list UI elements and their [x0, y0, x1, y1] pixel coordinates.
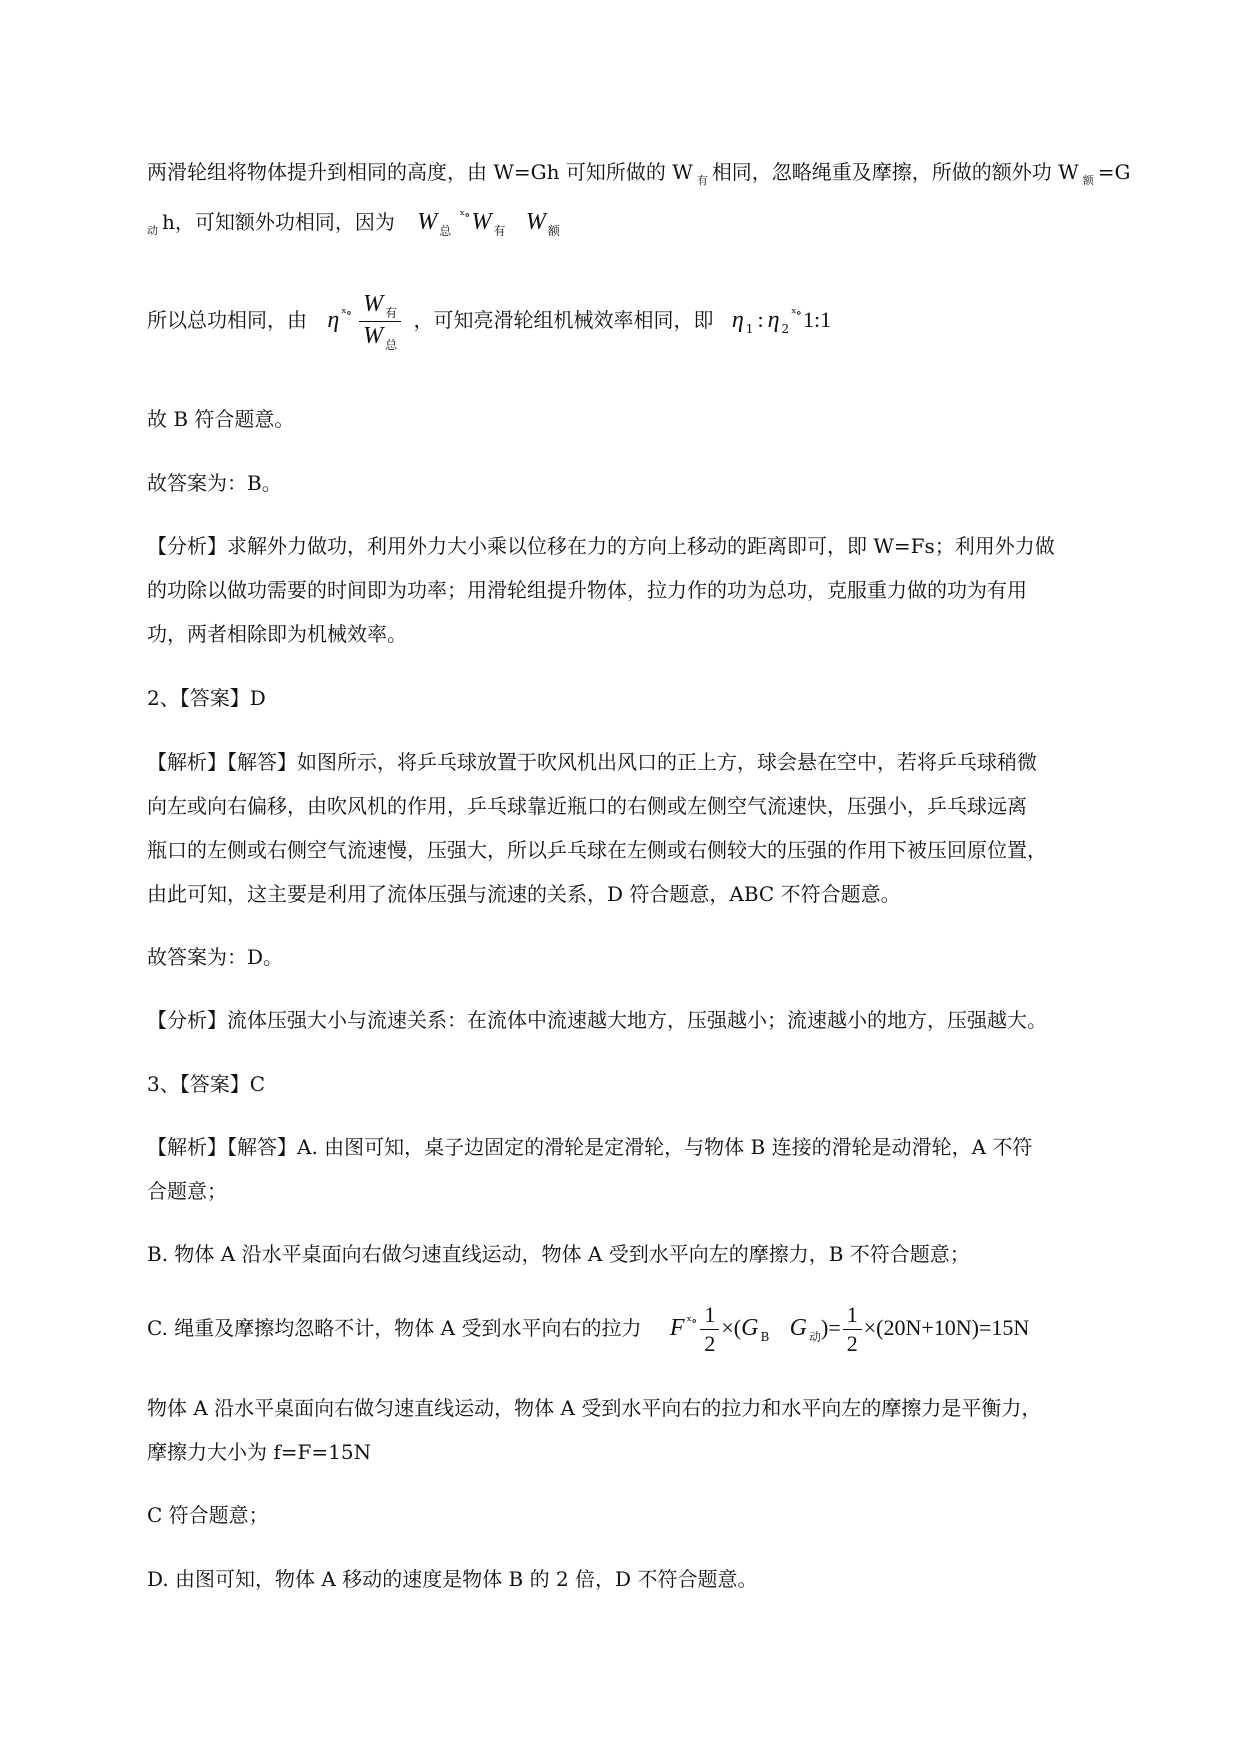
- numerator: 1: [700, 1301, 719, 1330]
- subscript: B: [760, 1330, 770, 1344]
- formula-w-useful: W: [471, 209, 492, 235]
- formula-w-extra: W: [525, 209, 546, 235]
- formula-symbol: ˣ∘: [686, 1314, 697, 1329]
- solution-2-line-1: 【解析】【解答】如图所示，将乒乓球放置于吹风机出风口的正上方，球会悬在空中，若将乒乓球稍微: [147, 750, 1037, 774]
- subscript: 动: [809, 1330, 822, 1344]
- analysis-2: 【分析】流体压强大小与流速关系：在流体中流速越大地方，压强越小；流速越小的地方，压强越大。: [147, 1008, 1047, 1032]
- formula-g-dong: G: [789, 1315, 807, 1341]
- solution-2-line-2: 向左或向右偏移，由吹风机的作用，乒乓球靠近瓶口的右侧或左侧空气流速快，压强小，乒乓球远离: [147, 794, 1027, 818]
- analysis-1-line-1: 【分析】求解外力做功，利用外力大小乘以位移在力的方向上移动的距离即可，即 W=Fs；利用外力做: [147, 534, 1055, 558]
- paragraph-1-line-1: [147, 158, 1130, 190]
- subscript: 2: [781, 322, 790, 336]
- text: =G: [1097, 160, 1131, 184]
- solution-3-option-b: B. 物体 A 沿水平桌面向右做匀速直线运动，物体 A 受到水平向左的摩擦力，B 不符合题意；: [147, 1242, 970, 1266]
- analysis-1-line-3: 功，两者相除即为机械效率。: [147, 622, 407, 646]
- operator: ×(: [721, 1315, 742, 1340]
- answer-2-heading: 2、【答案】D: [147, 686, 266, 710]
- formula-eta: η: [327, 307, 340, 333]
- fraction-half: [700, 1301, 719, 1358]
- subscript: 总: [385, 338, 398, 352]
- subscript: 额: [1082, 174, 1094, 187]
- subscript: 有: [385, 306, 398, 320]
- fraction-half-2: [843, 1301, 862, 1358]
- numerator: 1: [843, 1301, 862, 1330]
- subscript: 有: [493, 224, 506, 238]
- text: 相同，忽略绳重及摩擦，所做的额外功 W: [711, 160, 1079, 184]
- solution-2-line-3: 瓶口的左侧或右侧空气流速慢，压强大，所以乒乓球在左侧或右侧较大的压强的作用下被压回原位置，: [147, 838, 1047, 862]
- formula-symbol: ˣ∘: [459, 208, 470, 223]
- subscript: 额: [547, 224, 560, 238]
- formula-eta1: η: [731, 307, 744, 333]
- formula-w-total: W: [417, 209, 438, 235]
- text: C. 绳重及摩擦均忽略不计，物体 A 受到水平向右的拉力: [147, 1316, 642, 1340]
- ratio: 1:1: [803, 307, 832, 332]
- paragraph-4: 故答案为：B。: [147, 471, 282, 495]
- solution-3-option-c: [147, 1298, 1029, 1362]
- subscript: 总: [439, 224, 452, 238]
- formula-result: ×(20N+10N)=15N: [863, 1315, 1030, 1340]
- solution-3-c-conclusion: C 符合题意；: [147, 1503, 269, 1527]
- denominator: W: [363, 323, 384, 349]
- solution-3-option-d: D. 由图可知，物体 A 移动的速度是物体 B 的 2 倍，D 不符合题意。: [147, 1567, 758, 1591]
- paragraph-2: [147, 290, 831, 354]
- analysis-1-line-2: 的功除以做功需要的时间即为功率；用滑轮组提升物体，拉力作的功为总功，克服重力做的功为有用: [147, 578, 1027, 602]
- solution-3-line-c2: 物体 A 沿水平桌面向右做匀速直线运动，物体 A 受到水平向右的拉力和水平向左的摩擦力是平衡力，: [147, 1396, 1042, 1420]
- formula-symbol: ˣ∘: [341, 306, 352, 321]
- formula-eta2: η: [767, 307, 780, 333]
- text: 所以总功相同，由: [147, 308, 307, 332]
- text: ，可知亮滑轮组机械效率相同，即: [413, 308, 714, 332]
- subscript: 动: [147, 224, 158, 237]
- solution-2-line-4: 由此可知，这主要是利用了流体压强与流速的关系，D 符合题意，ABC 不符合题意。: [147, 882, 901, 906]
- formula-symbol: ˣ∘: [791, 306, 801, 321]
- numerator: W: [363, 291, 384, 317]
- fraction-efficiency: [359, 290, 401, 353]
- paragraph-3: 故 B 符合题意。: [147, 407, 295, 431]
- formula-gb: G: [741, 1315, 759, 1341]
- denominator: 2: [704, 1331, 716, 1356]
- solution-3-line-1: 【解析】【解答】A. 由图可知，桌子边固定的滑轮是定滑轮，与物体 B 连接的滑轮是动滑轮，A 不符: [147, 1135, 1033, 1159]
- subscript: 1: [745, 322, 754, 336]
- answer-3-heading: 3、【答案】C: [147, 1072, 266, 1096]
- denominator: 2: [846, 1331, 858, 1356]
- solution-3-line-2: 合题意；: [147, 1179, 227, 1203]
- operator: )=: [821, 1315, 841, 1340]
- text: h，可知额外功相同，因为: [162, 210, 395, 234]
- text: 两滑轮组将物体提升到相同的高度，由 W=Gh 可知所做的 W: [147, 160, 693, 184]
- colon: :: [757, 307, 764, 332]
- subscript: 有: [696, 174, 708, 187]
- paragraph-1-line-2: [147, 208, 560, 240]
- answer-2-conclusion: 故答案为：D。: [147, 945, 284, 969]
- formula-f: F: [669, 1315, 685, 1341]
- solution-3-line-c3: 摩擦力大小为 f=F=15N: [147, 1440, 372, 1464]
